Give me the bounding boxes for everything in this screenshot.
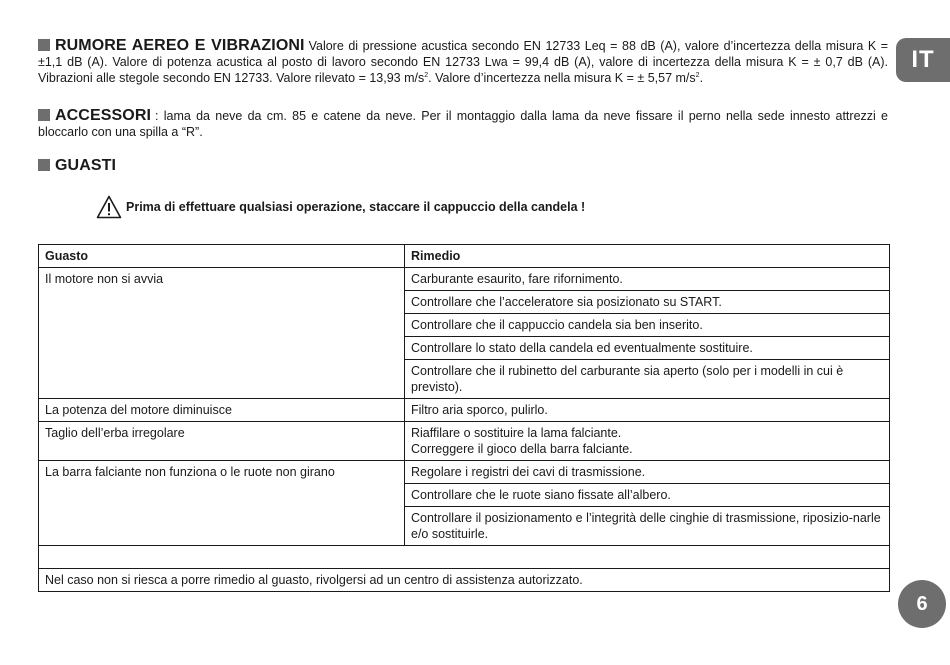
remedy-line: Correggere il gioco della barra falciante. <box>411 442 633 456</box>
accessori-text: : lama da neve da cm. 85 e catene da neve. Per il montaggio dalla lama da neve fissare il perno nella sede innesto attrezzi e bloccarlo con una spilla a “R”. <box>38 109 888 139</box>
page-number: 6 <box>898 580 946 628</box>
header-rimedio: Rimedio <box>405 245 890 268</box>
square-bullet-icon <box>38 39 50 51</box>
fault-cell: Il motore non si avvia <box>39 268 405 399</box>
square-bullet-icon <box>38 159 50 171</box>
section-heading-accessori: ACCESSORI <box>55 107 152 124</box>
section-heading-guasti: GUASTI <box>55 157 117 174</box>
rumore-text-2: . Valore d’incertezza nella misura K = ± 5,57 m/s <box>428 71 696 85</box>
warning-text: Prima di effettuare qualsiasi operazione, staccare il cappuccio della candela ! <box>126 200 586 214</box>
remedy-cell: Controllare che l’acceleratore sia posizionato su START. <box>405 291 890 314</box>
header-guasto: Guasto <box>39 245 405 268</box>
remedy-line: Riaffilare o sostituire la lama falciante. <box>411 426 622 440</box>
rumore-text-1: Valore di pressione acustica secondo EN 12733 Leq = 88 dB (A), valore d’incertezza della misura K = ±1,1 dB (A). Valore di potenza acustica al posto di lavoro secondo EN 12733 Lwa = 99,4 dB (A), valore di incertezza della misura K = ± 0,7 dB (A). Vibrazioni alle stegole secondo EN 12733. Valore rilevato = 13,93 m/s <box>38 39 888 85</box>
rumore-sup-1: 2 <box>424 72 429 79</box>
fault-cell: La barra falciante non funziona o le ruote non girano <box>39 461 405 546</box>
fault-cell: La potenza del motore diminuisce <box>39 399 405 422</box>
rumore-sup-2: 2 <box>695 72 700 79</box>
warning-notice <box>96 194 585 220</box>
section-rumore <box>38 38 888 86</box>
section-accessori <box>38 108 888 140</box>
remedy-cell: Controllare il posizionamento e l’integrità delle cinghie di trasmissione, riposizio-narle e/o sostituirle. <box>405 507 890 546</box>
table-row <box>39 399 890 422</box>
remedy-cell: Filtro aria sporco, pulirlo. <box>405 399 890 422</box>
remedy-cell <box>405 422 890 461</box>
square-bullet-icon <box>38 109 50 121</box>
language-tab: IT <box>896 38 950 82</box>
table-footer-row <box>39 569 890 592</box>
section-heading-rumore: RUMORE AEREO E VIBRAZIONI <box>55 37 305 54</box>
page-content <box>38 38 888 174</box>
rumore-text-3: . <box>699 71 704 85</box>
remedy-cell: Controllare che il rubinetto del carburante sia aperto (solo per i modelli in cui è previsto). <box>405 360 890 399</box>
warning-triangle-icon <box>96 195 122 219</box>
remedy-cell: Controllare lo stato della candela ed eventualmente sostituire. <box>405 337 890 360</box>
fault-table <box>38 244 890 592</box>
remedy-cell: Carburante esaurito, fare rifornimento. <box>405 268 890 291</box>
empty-cell <box>39 546 890 569</box>
footer-note: Nel caso non si riesca a porre rimedio al guasto, rivolgersi ad un centro di assistenza autorizzato. <box>39 569 890 592</box>
remedy-cell: Regolare i registri dei cavi di trasmissione. <box>405 461 890 484</box>
table-spacer-row <box>39 546 890 569</box>
table-row <box>39 268 890 291</box>
table-row <box>39 422 890 461</box>
table-header-row <box>39 245 890 268</box>
section-guasti <box>38 158 888 174</box>
remedy-cell: Controllare che il cappuccio candela sia ben inserito. <box>405 314 890 337</box>
table-row <box>39 461 890 484</box>
fault-cell: Taglio dell’erba irregolare <box>39 422 405 461</box>
remedy-cell: Controllare che le ruote siano fissate all’albero. <box>405 484 890 507</box>
